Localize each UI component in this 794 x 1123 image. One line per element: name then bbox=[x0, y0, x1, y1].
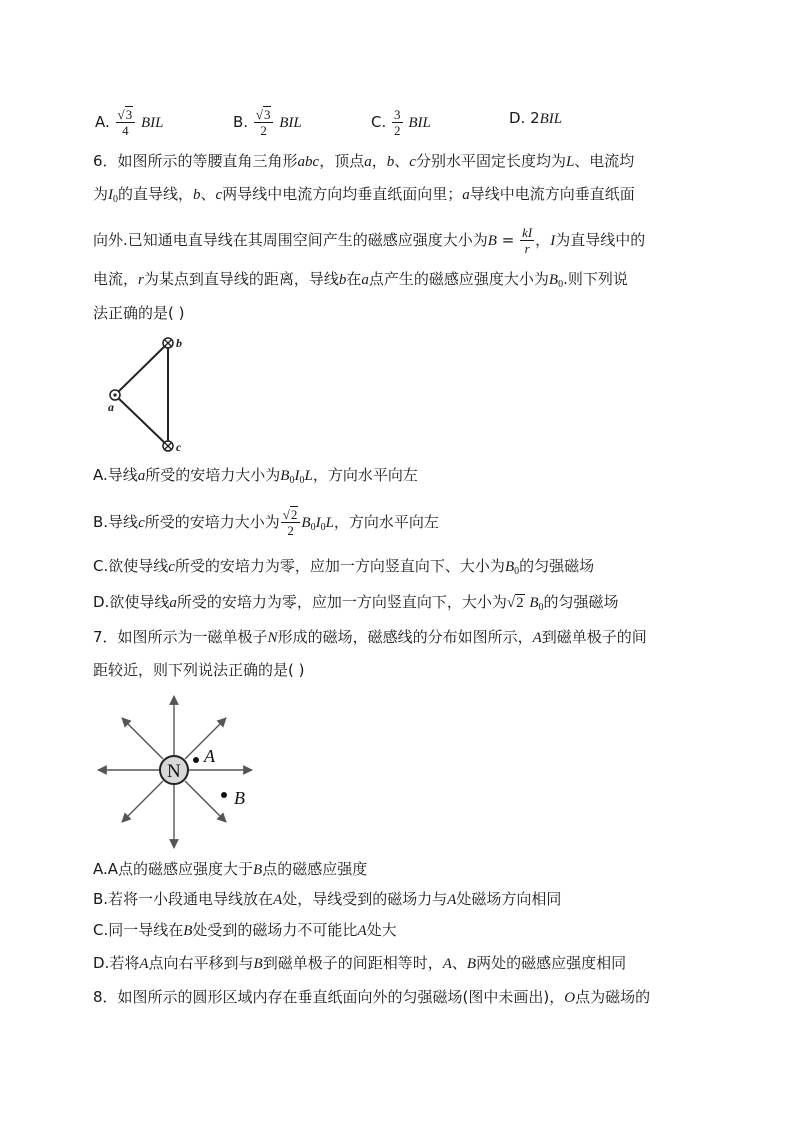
q6-line-1: 6．如图所示的等腰直角三角形abc，顶点a，b、c分别水平固定长度均为L、电流均 bbox=[93, 152, 635, 170]
q7-option-c[interactable]: C.同一导线在B处受到的磁场力不可能比A处大 bbox=[93, 921, 397, 939]
q5-option-d[interactable]: D. 2BIL bbox=[509, 109, 563, 127]
wire-a-out-icon bbox=[110, 390, 120, 400]
point-a-dot bbox=[193, 757, 199, 763]
q6-option-d[interactable]: D.欲使导线a所受的安培力为零，应加一方向竖直向下，大小为√2 $B_0$的匀强磁场 bbox=[93, 593, 619, 613]
label-c: c bbox=[176, 440, 182, 454]
q5-option-c[interactable]: C. $\frac{3}{2}$ BIL bbox=[371, 107, 431, 138]
point-b-dot bbox=[221, 792, 227, 798]
q7-monopole-figure bbox=[96, 692, 256, 852]
triangle-side-ac bbox=[115, 395, 168, 446]
triangle-side-ab bbox=[115, 343, 168, 395]
point-b-label: B bbox=[234, 788, 245, 808]
q7-option-a[interactable]: A.A点的磁感应强度大于B点的磁感应强度 bbox=[93, 860, 368, 878]
q7-option-b[interactable]: B.若将一小段通电导线放在A处，导线受到的磁场力与A处磁场方向相同 bbox=[93, 890, 562, 908]
q6-line-4: 电流，r为某点到直导线的距离，导线b在a点产生的磁感应强度大小为$B_0$.则下列说 bbox=[93, 270, 628, 290]
q5-option-b[interactable]: B. $\frac{√3}{2}$ BIL bbox=[233, 107, 302, 138]
q6-line-2: 为$I_0$的直导线，b、c两导线中电流方向均垂直纸面向里；a导线中电流方向垂直纸面 bbox=[93, 185, 635, 205]
label-a: a bbox=[108, 400, 114, 414]
svg-text:N: N bbox=[167, 761, 181, 782]
q6-line-3: 向外.已知通电直导线在其周围空间产生的磁感应强度大小为B = $\frac{kI}{r}$ ，I为直导线中的 bbox=[93, 225, 646, 256]
q5-option-a[interactable]: A. $\frac{√3}{4}$ BIL bbox=[95, 107, 164, 138]
label-b: b bbox=[176, 336, 182, 350]
q7-line-1: 7．如图所示为一磁单极子N形成的磁场，磁感线的分布如图所示，A到磁单极子的间 bbox=[93, 628, 647, 646]
wire-c-in-icon bbox=[163, 441, 173, 451]
point-a-label: A bbox=[204, 746, 215, 766]
wire-b-in-icon bbox=[163, 338, 173, 348]
q7-line-2: 距较近，则下列说法正确的是( ) bbox=[93, 661, 305, 679]
monopole-n-icon bbox=[160, 756, 188, 784]
q6-option-b[interactable]: B.导线c所受的安培力大小为 $\frac{√2}{2}$ $B_0I_0L$，方向水平向左 bbox=[93, 507, 439, 538]
q7-option-d[interactable]: D.若将A点向右平移到与B到磁单极子的间距相等时，A、B两处的磁感应强度相同 bbox=[93, 954, 627, 972]
q6-option-c[interactable]: C.欲使导线c所受的安培力为零，应加一方向竖直向下、大小为$B_0$的匀强磁场 bbox=[93, 557, 595, 577]
q8-line-1: 8．如图所示的圆形区域内存在垂直纸面向外的匀强磁场(图中未画出)，O点为磁场的 bbox=[93, 988, 651, 1006]
q6-line-5: 法正确的是( ) bbox=[93, 304, 185, 322]
q6-option-a[interactable]: A.导线a所受的安培力大小为$B_0I_0L$，方向水平向左 bbox=[93, 466, 418, 486]
q6-triangle-figure bbox=[96, 333, 196, 457]
